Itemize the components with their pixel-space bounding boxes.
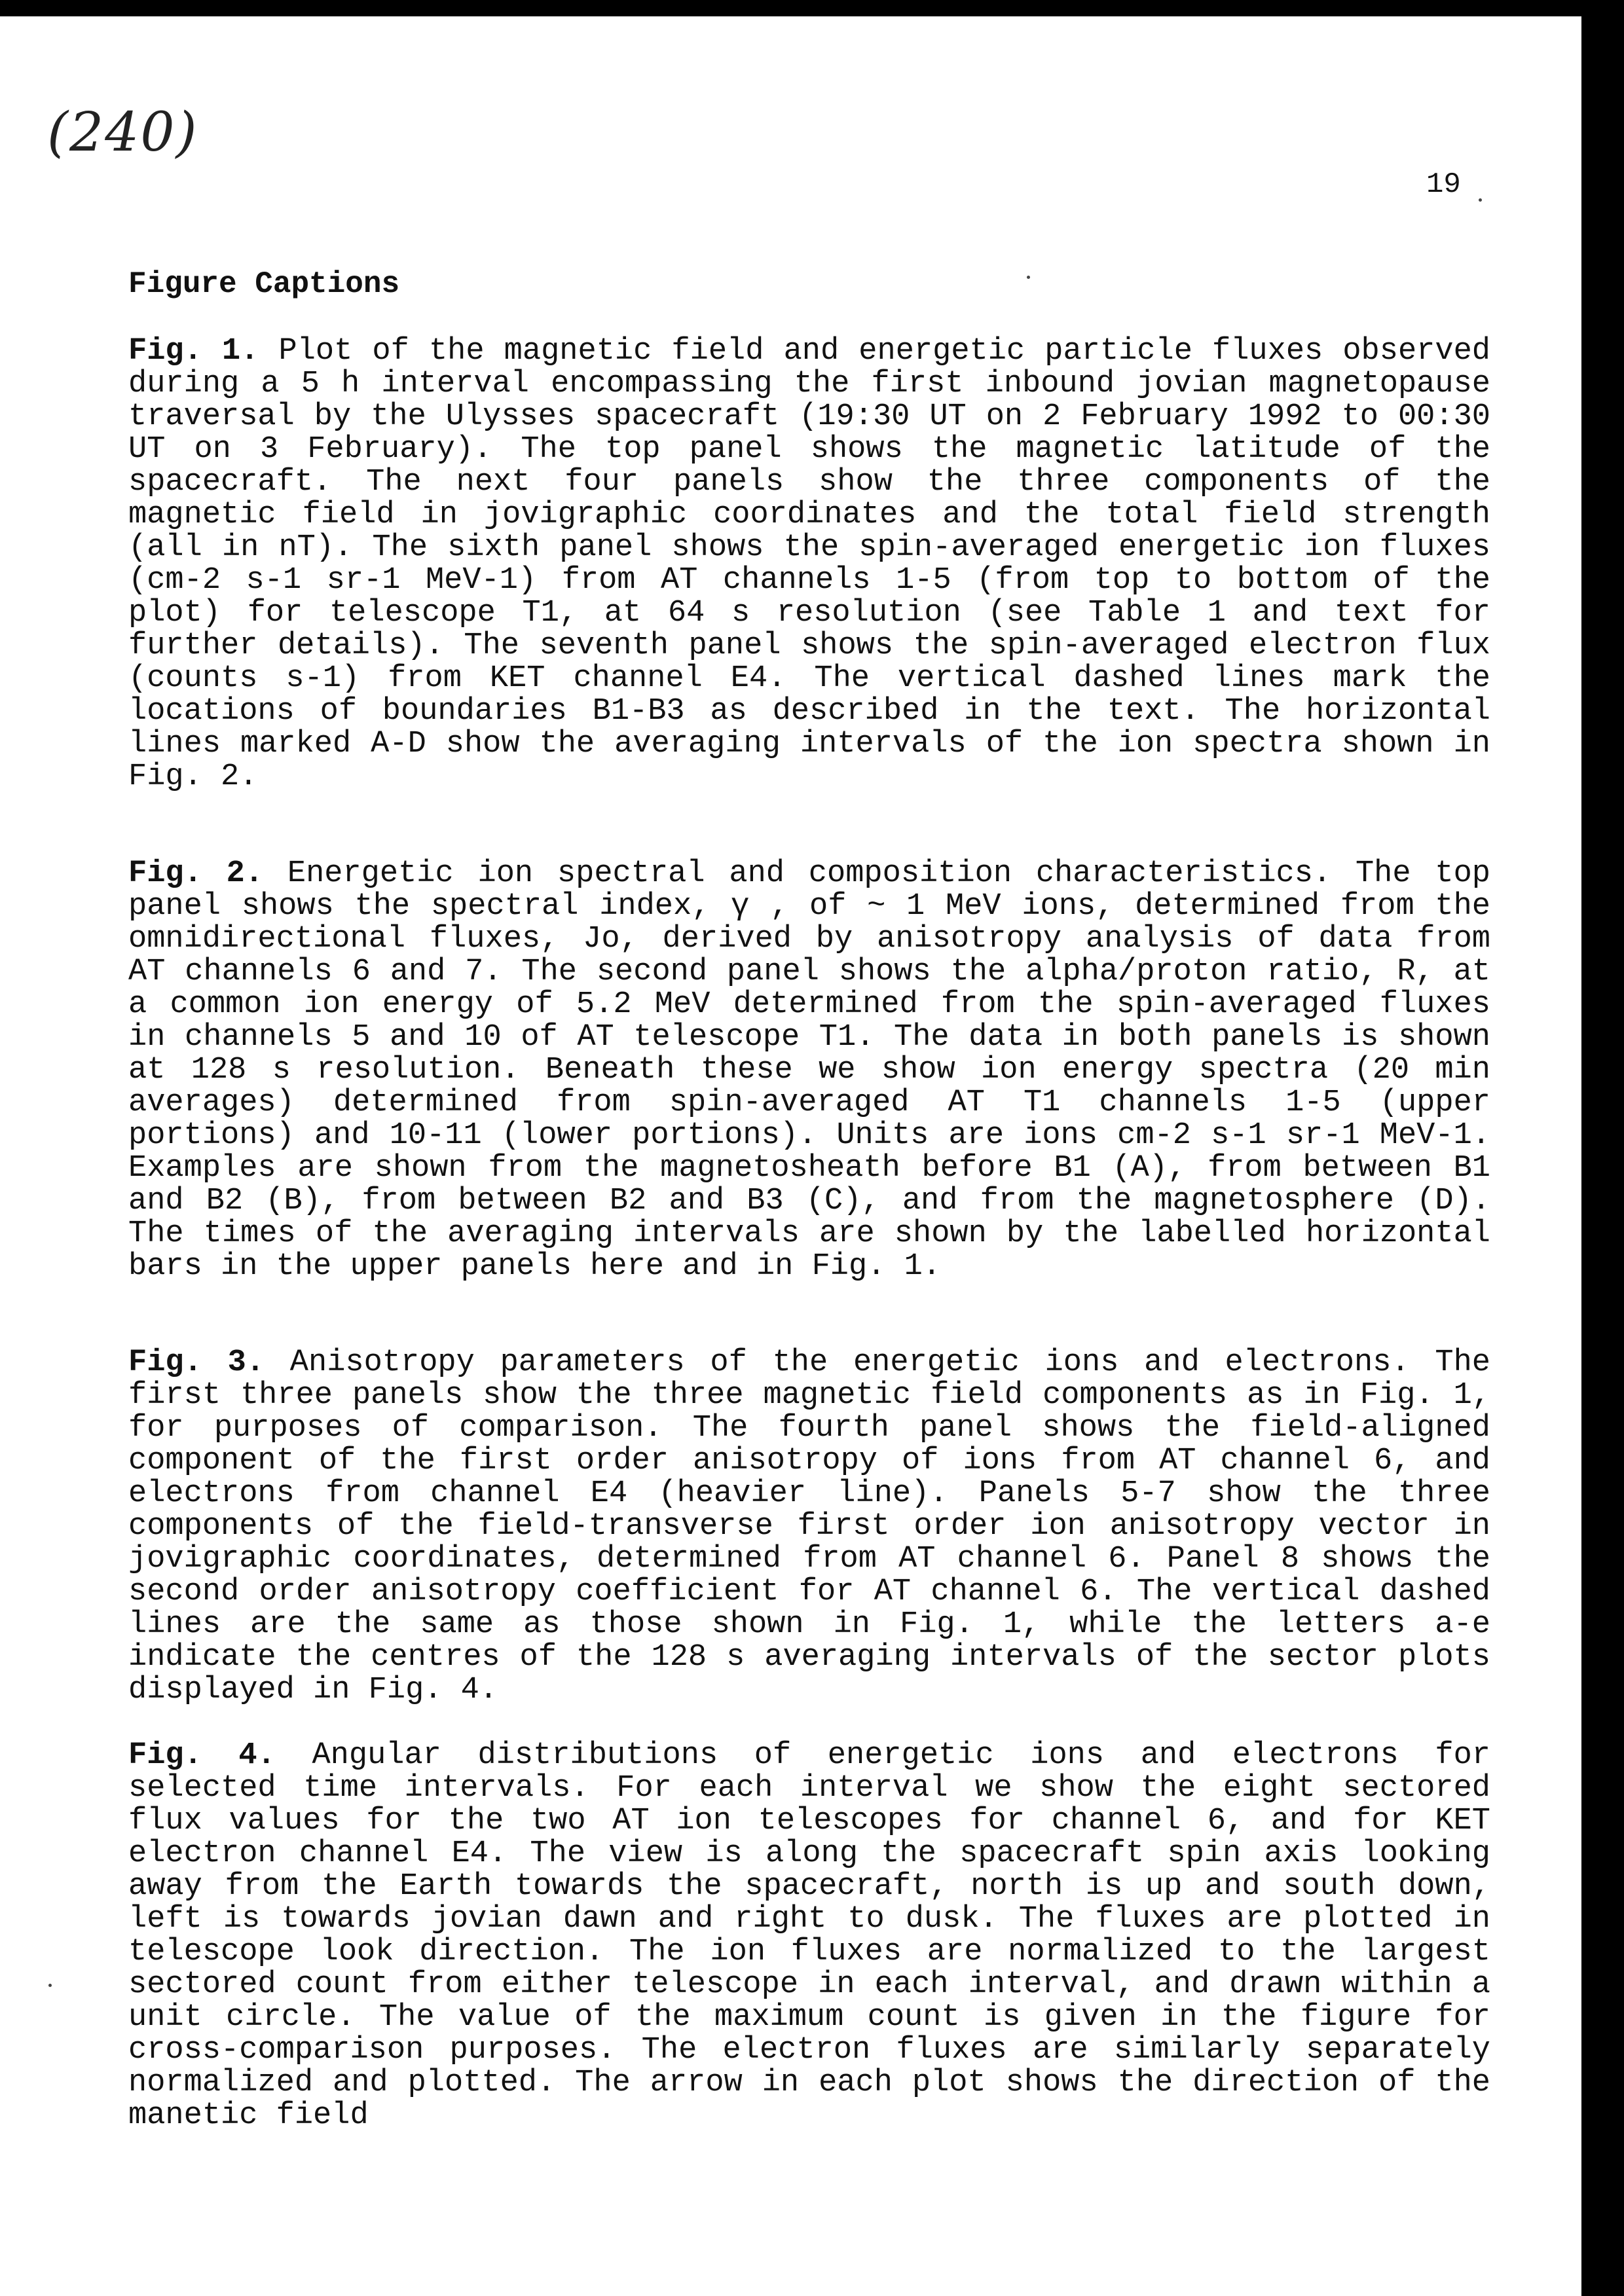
figure-2-caption [128,858,1490,1283]
figure-2-text: Energetic ion spectral and composition characteristics. The top panel shows the spectral index, γ , of ~ 1 MeV ions, determined from the omnidirectional fluxes, Jo, derived by anisotropy analysis of data from AT channels 6 and 7. The second panel shows the alpha/proton ratio, R, at a common ion energy of 5.2 MeV determined from the spin-averaged fluxes in channels 5 and 10 of AT telescope T1. The data in both panels is shown at 128 s resolution. Beneath these we show ion energy spectra (20 min averages) determined from spin-averaged AT T1 channels 1-5 (upper portions) and 10-11 (lower portions). Units are ions cm-2 s-1 sr-1 MeV-1. Examples are shown from the magnetosheath before B1 (A), from between B1 and B2 (B), from between B2 and B3 (C), and from the magnetosphere (D). The times of the averaging intervals are shown by the labelled horizontal bars in the upper panels here and in Fig. 1. [128,856,1490,1284]
figure-1-text: Plot of the magnetic field and energetic particle fluxes observed during a 5 h interval encompassing the first inbound jovian magnetopause traversal by the Ulysses spacecraft (19:30 UT on 2 February 1992 to 00:30 UT on 3 February). The top panel shows the magnetic latitude of the spacecraft. The next four panels show the three components of the magnetic field in jovigraphic coordinates and the total field strength (all in nT). The sixth panel shows the spin-averaged energetic ion fluxes (cm-2 s-1 sr-1 MeV-1) from AT channels 1-5 (from top to bottom of the plot) for telescope T1, at 64 s resolution (see Table 1 and text for further details). The seventh panel shows the spin-averaged electron flux (counts s-1) from KET channel E4. The vertical dashed lines mark the locations of boundaries B1-B3 as described in the text. The horizontal lines marked A-D show the averaging intervals of the ion spectra shown in Fig. 2. [128,334,1490,794]
figure-1-label: Fig. 1. [128,334,259,369]
figure-3-caption [128,1347,1490,1707]
document-page [0,16,1581,2296]
figure-4-caption [128,1740,1490,2132]
page-number: 19 [1426,168,1461,201]
figure-4-text: Angular distributions of energetic ions and electrons for selected time intervals. For each interval we show the eight sectored flux values for the two AT ion telescopes for channel 6, and for KET electron channel E4. The view is along the spacecraft spin axis looking away from the Earth towards the spacecraft, north is up and south down, left is towards jovian dawn and right to dusk. The fluxes are plotted in telescope look direction. The ion fluxes are normalized to the largest sectored count from either telescope in each interval, and drawn within a unit circle. The value of the maximum count is given in the figure for cross-comparison purposes. The electron fluxes are similarly separately normalized and plotted. The arrow in each plot shows the direction of the manetic field [128,1738,1490,2133]
scan-speck [1027,276,1030,279]
figure-4-label: Fig. 4. [128,1738,276,1773]
figure-3-label: Fig. 3. [128,1345,265,1380]
figure-1-caption [128,335,1490,793]
scan-speck [1479,198,1482,202]
handwritten-page-note: (240) [47,101,198,164]
figure-3-text: Anisotropy parameters of the energetic ions and electrons. The first three panels show the three magnetic field components as in Fig. 1, for purposes of comparison. The fourth panel shows the field-aligned component of the first order anisotropy of ions from AT channel 6, and electrons from channel E4 (heavier line). Panels 5-7 show the three components of the field-transverse first order ion anisotropy vector in jovigraphic coordinates, determined from AT channel 6. Panel 8 shows the second order anisotropy coefficient for AT channel 6. The vertical dashed lines are the same as those shown in Fig. 1, while the letters a-e indicate the centres of the 128 s averaging intervals of the sector plots displayed in Fig. 4. [128,1345,1490,1707]
scan-speck [48,1984,52,1987]
figure-captions-heading: Figure Captions [128,267,400,301]
figure-2-label: Fig. 2. [128,856,264,891]
